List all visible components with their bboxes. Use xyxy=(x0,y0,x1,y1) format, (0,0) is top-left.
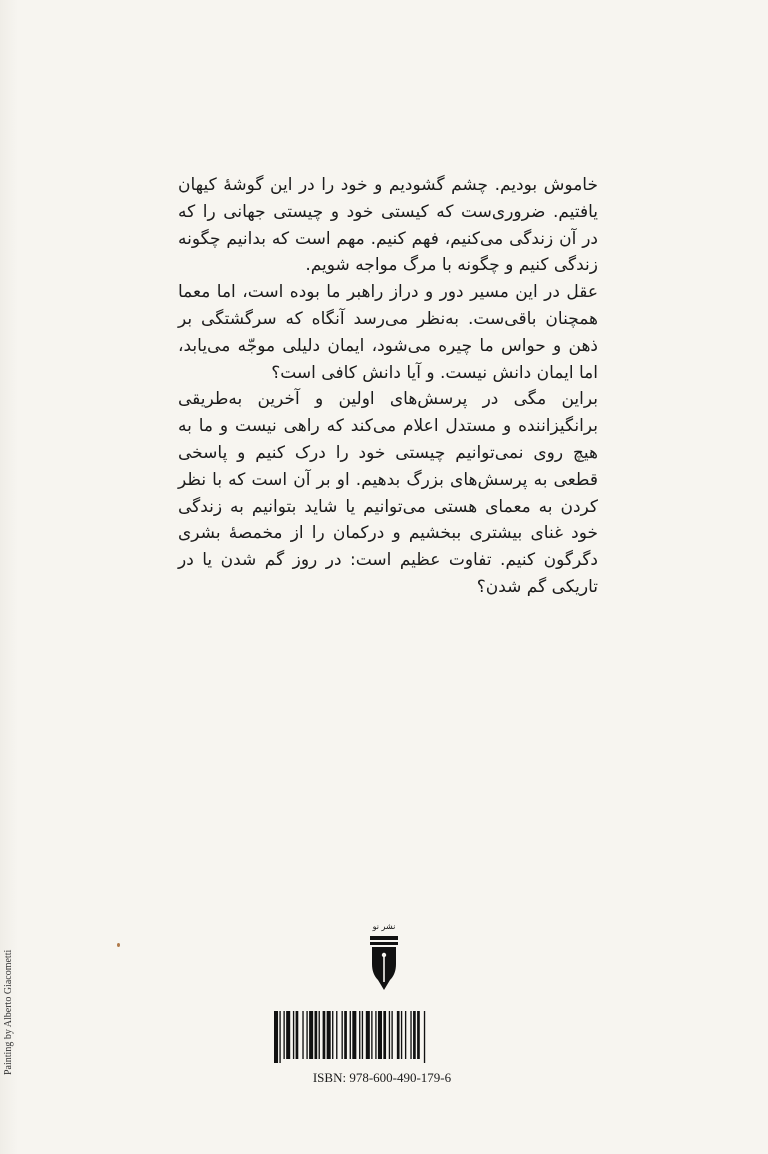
barcode-bar xyxy=(383,1011,386,1059)
barcode-bar xyxy=(405,1011,406,1059)
barcode-bar xyxy=(302,1011,303,1059)
barcode-bar xyxy=(323,1011,326,1059)
barcode-bar xyxy=(417,1011,420,1059)
barcode-bar xyxy=(332,1011,333,1059)
barcode-bar xyxy=(315,1011,318,1059)
publisher-name: نشر نو xyxy=(372,922,396,931)
barcode-bar xyxy=(410,1011,411,1059)
barcode-bar xyxy=(391,1011,392,1059)
barcode-bar xyxy=(309,1011,313,1059)
blurb-text xyxy=(178,172,598,601)
isbn-label: ISBN: 978-600-490-179-6 xyxy=(312,1070,452,1085)
barcode-bar xyxy=(319,1011,320,1059)
blurb-paragraph-3: براین مگی در پرسش‌های اولین و آخرین به‌طریقی برانگیزاننده و مستدل اعلام می‌کند که راهی نیست و ما به هیچ روی نمی‌توانیم چیستی خود را درک کنیم و پاسخی قطعی به پرسش‌های بزرگ بدهیم. او بر آن است که با نظر کردن به معمای هستی می‌توانیم یا شاید بتوانیم به زندگی خود غنای بیشتری ببخشیم و درکمان را از مخمصهٔ بشری دگرگون کنیم. تفاوت عظیم است: در روز گم شدن یا در تاریکی گم شدن؟ xyxy=(178,389,598,597)
barcode-bar xyxy=(359,1011,360,1059)
barcode-bar xyxy=(378,1011,382,1059)
barcode-bar xyxy=(424,1011,425,1063)
barcode-bar xyxy=(371,1011,372,1059)
barcode-bar xyxy=(397,1011,400,1059)
paper-speck xyxy=(117,943,120,947)
barcode-bar xyxy=(375,1011,376,1059)
blurb-paragraph-1: خاموش بودیم. چشم گشودیم و خود را در این گوشهٔ کیهان یافتیم. ضروری‌ست که کیستی خود و چیستی جهانی را که در آن زندگی می‌کنیم، فهم کنیم. مهم است که بدانیم چگونه زندگی کنیم و چگونه با مرگ مواجه شویم. xyxy=(178,175,598,276)
painting-credit: Painting by Alberto Giacometti xyxy=(3,949,14,1075)
barcode-bar xyxy=(274,1011,278,1063)
barcode-bar xyxy=(296,1011,299,1059)
barcode-bar xyxy=(401,1011,402,1059)
barcode-bar xyxy=(283,1011,284,1059)
barcode-bar xyxy=(293,1011,294,1059)
barcode-bar xyxy=(350,1011,351,1059)
barcode-bar xyxy=(413,1011,416,1059)
barcode-bar xyxy=(327,1011,331,1059)
barcode-bar xyxy=(389,1011,390,1059)
barcode-bar xyxy=(279,1011,280,1063)
barcode-bar xyxy=(342,1011,343,1059)
barcode-bar xyxy=(366,1011,370,1059)
barcode-bar xyxy=(306,1011,307,1059)
blurb-paragraph-2: عقل در این مسیر دور و دراز راهبر ما بوده است، اما معما همچنان باقی‌ست. به‌نظر می‌رسد آنگاه که سرگشتگی بر ذهن و حواس ما چیره می‌شود، ایمان دلیلی موجّه می‌یابد، اما ایمان دانش نیست. و آیا دانش کافی است؟ xyxy=(178,282,598,383)
barcode-bar xyxy=(344,1011,347,1059)
barcode-bar xyxy=(352,1011,356,1059)
barcode-bar xyxy=(362,1011,363,1059)
barcode-bar xyxy=(286,1011,290,1059)
barcode xyxy=(272,1011,492,1063)
pen-nib-icon xyxy=(366,922,402,992)
barcode-bar xyxy=(336,1011,337,1059)
